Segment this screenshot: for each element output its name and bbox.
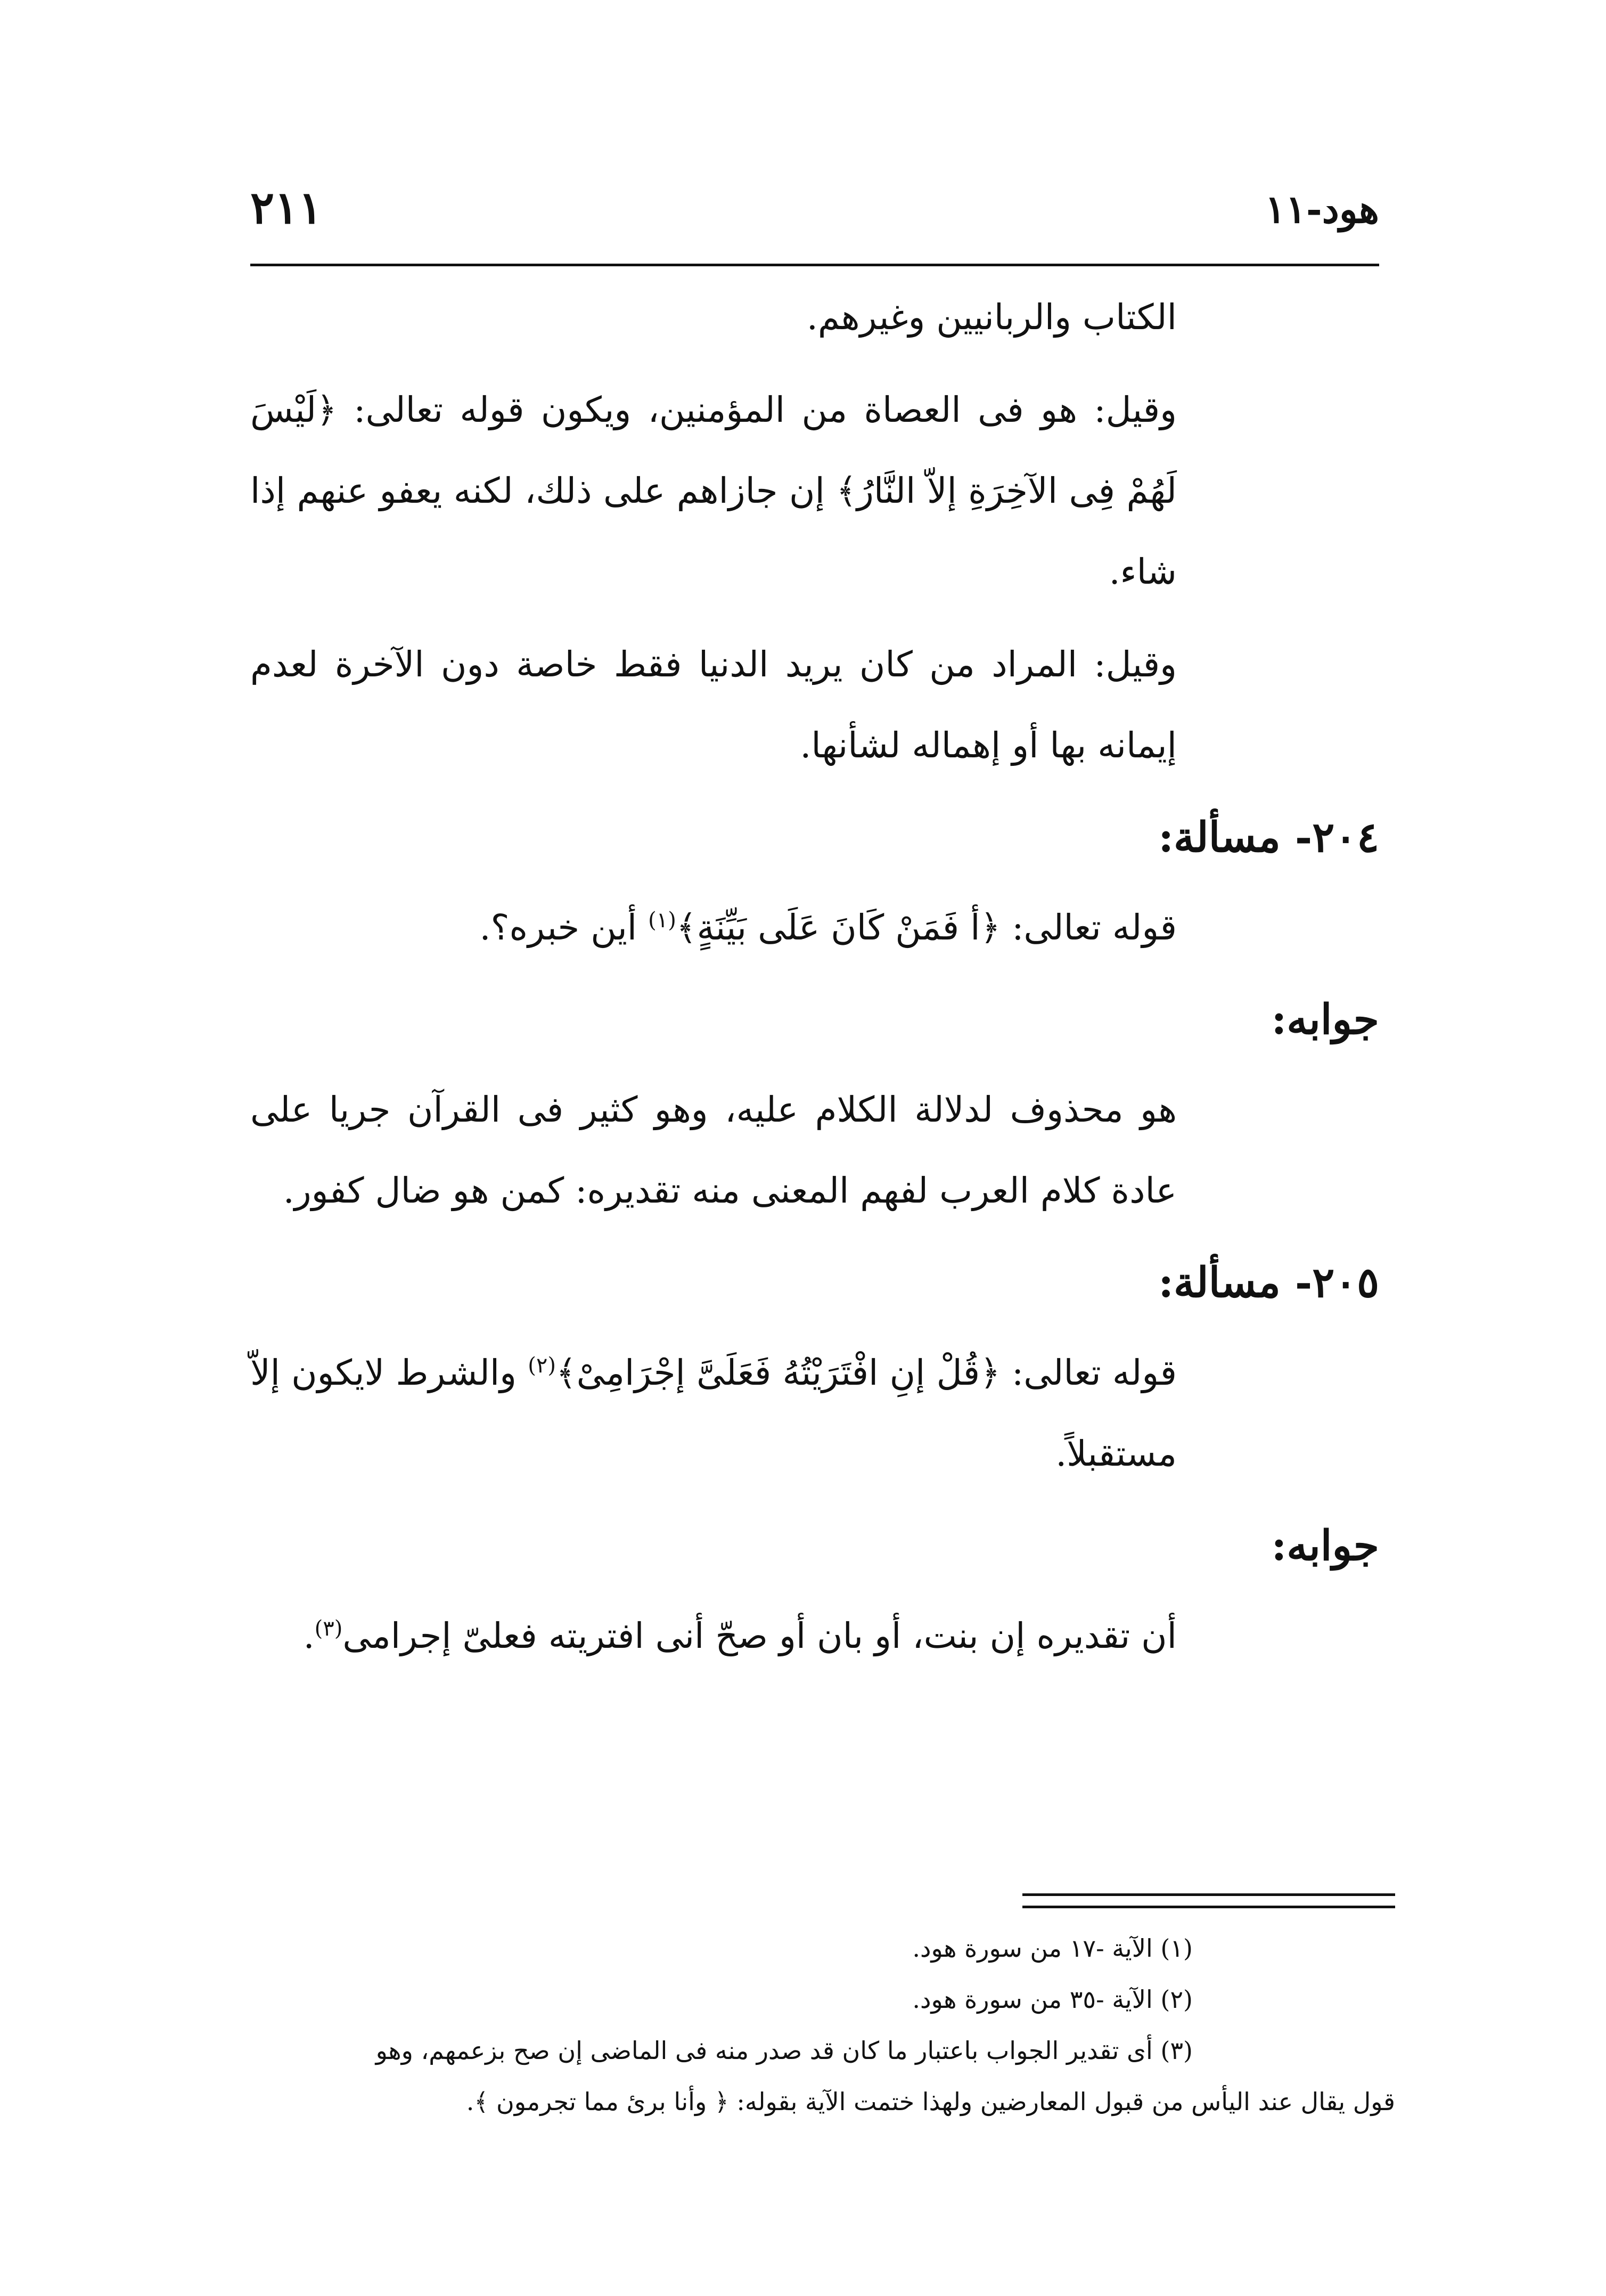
answer-heading-204: جوابه: [1271,995,1379,1044]
footnotes [250,1923,1395,2127]
question-204-tail: أين خبره؟. [479,907,649,948]
header-divider [250,264,1379,266]
page-number: ٢١١ [250,181,323,234]
question-204 [250,887,1379,968]
page-header [250,176,1379,256]
answer-204: هو محذوف لدلالة الكلام عليه، وهو كثير فى القرآن جريا على عادة كلام العرب لفهم المعنى منه تقديره: كمن هو ضال كفور. [250,1089,1177,1211]
chapter-title: هود-١١ [1265,186,1379,232]
footnote-3-line-2: قول يقال عند اليأس من قبول المعارضين ولهذا ختمت الآية بقوله: ﴿ وأنا برئ مما تجرمون ﴾. [466,2087,1395,2116]
answer-heading-205: جوابه: [1271,1522,1379,1570]
question-205-tail: والشرط لايكون إلاّ مستقبلاً. [250,1352,1177,1474]
paragraph-continuation: الكتاب والربانيين وغيرهم. [806,297,1177,338]
question-205 [250,1333,1379,1494]
paragraph-opinion-2: وقيل: المراد من كان يريد الدنيا فقط خاصة دون الآخرة لعدم إيمانه بها أو إهماله لشأنها. [250,644,1177,766]
page-body [250,277,1379,1688]
question-heading-204: ٢٠٤- مسألة: [1158,813,1379,862]
footnote-ref-3: (٣) [314,1616,343,1641]
question-heading-205: ٢٠٥- مسألة: [1158,1259,1379,1307]
footnote-ref-1: (١) [648,908,676,933]
footnote-divider-top [1022,1893,1395,1896]
question-205-text: قوله تعالى: ﴿قُلْ إنِ افْتَرَيْتُهُ فَعَلَىَّ إجْرَامِىْ﴾ [555,1352,1177,1393]
footnote-2: (٢) الآية -٣٥ من سورة هود. [912,1985,1193,2014]
footnote-1: (١) الآية -١٧ من سورة هود. [912,1934,1193,1963]
footnote-3-line-1: (٣) أى تقدير الجواب باعتبار ما كان قد صدر منه فى الماضى إن صح بزعمهم، وهو [375,2036,1193,2065]
footnote-divider-bottom [1022,1906,1395,1908]
question-204-text: قوله تعالى: ﴿أ فَمَنْ كَانَ عَلَى بَيِّنَةٍ﴾ [676,907,1177,948]
answer-205 [250,1596,1379,1677]
paragraph-opinion-1: وقيل: هو فى العصاة من المؤمنين، ويكون قوله تعالى: ﴿لَيْسَ لَهُمْ فِى الآخِرَةِ إلاّ النَّارُ﴾ إن جازاهم على ذلك، لكنه يعفو عنهم إذا شاء. [250,389,1177,592]
answer-205-text: أن تقديره إن بنت، أو بان أو صحّ أنى افتريته فعلىّ إجرامى [342,1615,1177,1656]
footnote-ref-2: (٢) [528,1353,556,1378]
answer-205-tail: . [303,1615,315,1656]
